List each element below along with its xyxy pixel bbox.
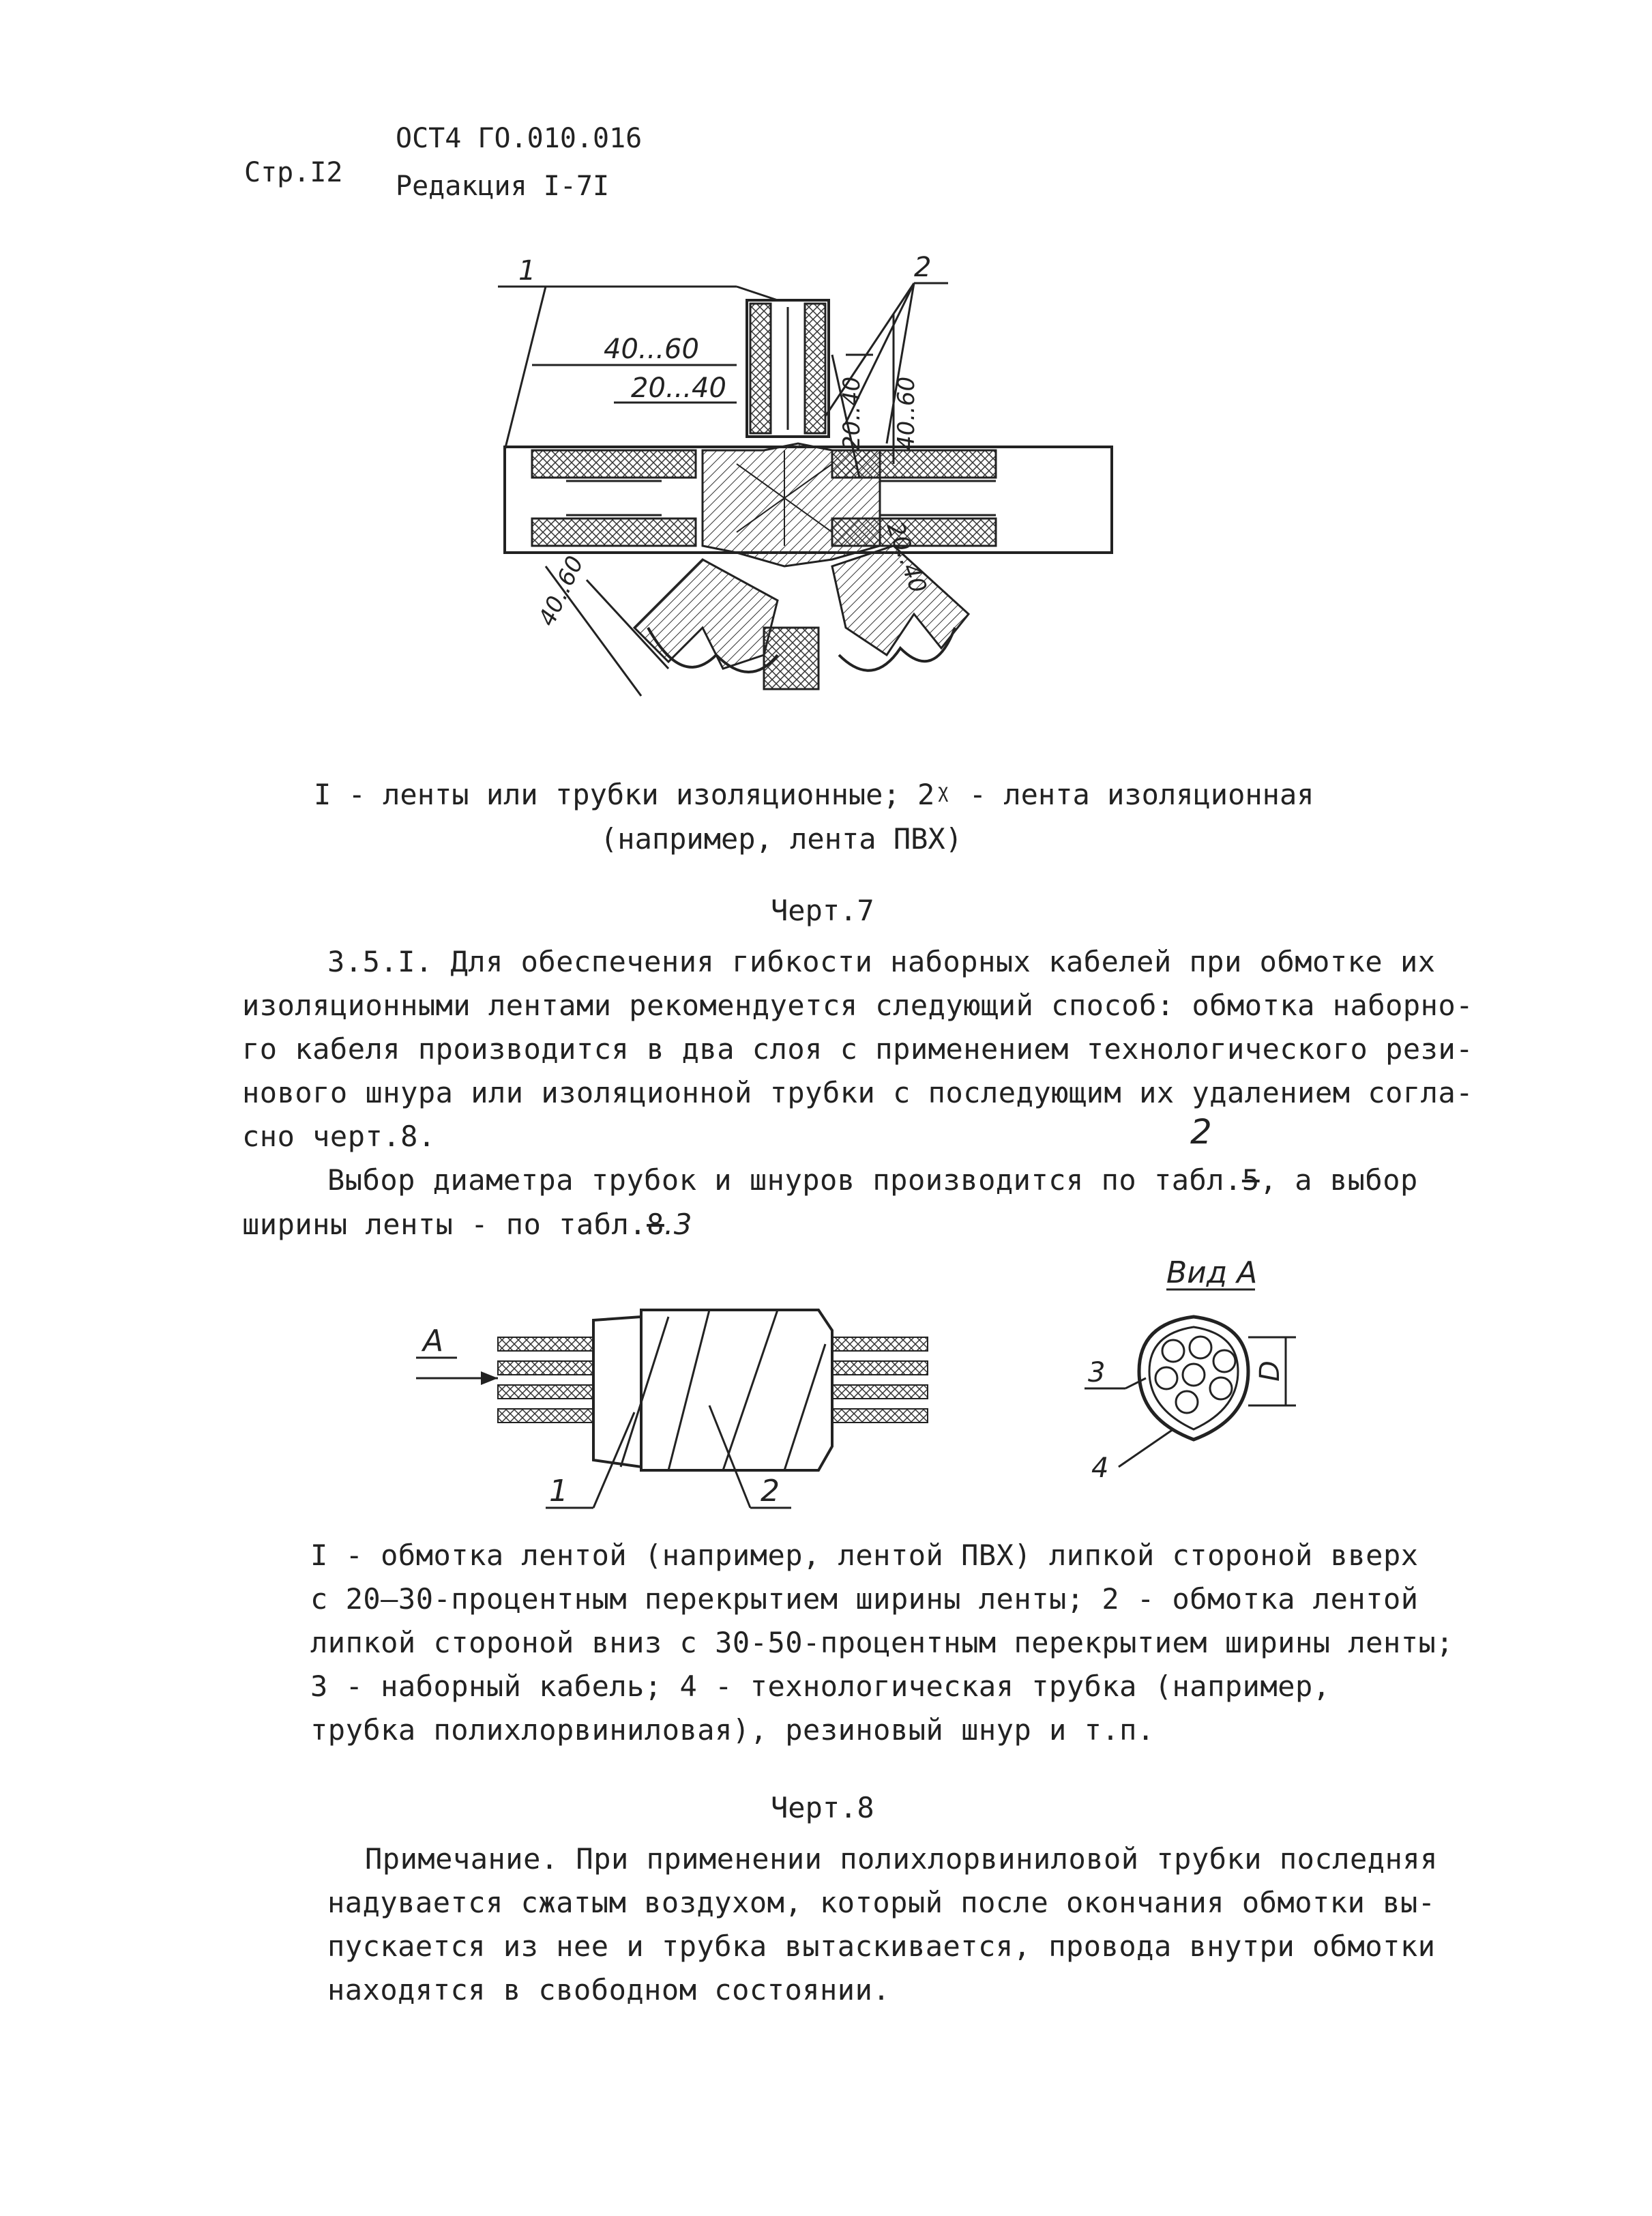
note [327, 1842, 1555, 2020]
note-line-2: надувается сжатым воздухом, который после окончания обмотки вы- [327, 1886, 1436, 1919]
dim-d: D [1254, 1360, 1286, 1382]
dim-20-40-b: 20..40 [838, 376, 866, 450]
table-selection-line2 [242, 1208, 692, 1241]
vertical-branch [747, 300, 829, 437]
note-line-1: Примечание. При применении полихлорвиниловой трубки последняя [365, 1842, 1438, 1876]
paragraph-3-5-1 [242, 945, 1538, 1163]
page-number: Стр.I2 [244, 157, 343, 188]
select-text-2: ширины ленты - по табл. [242, 1208, 647, 1241]
fig8-caption-line-3: липкой стороной вниз с 30-50-процентным перекрытием ширины ленты; [310, 1626, 1454, 1659]
para-line-3: го кабеля производится в два слоя с применением технологического рези- [242, 1032, 1474, 1066]
note-line-3: пускается из нее и трубка вытаскивается, провода внутри обмотки [327, 1929, 1436, 1963]
figure-8-title: Черт.8 [771, 1791, 874, 1824]
figure-7-title: Черт.7 [771, 894, 874, 927]
para-line-2: изоляционными лентами рекомендуется следующий способ: обмотка наборно- [242, 989, 1474, 1022]
handwritten-correction-2: .3 [664, 1208, 692, 1241]
figure-7-caption-line1: I - ленты или трубки изоляционные; 2ᵡ - лента изоляционная [314, 778, 1314, 811]
select-tab-2: 8 [647, 1208, 664, 1241]
fig8-callout-1: 1 [549, 1474, 568, 1508]
fig8-caption-line-1: I - обмотка лентой (например, лентой ПВХ) липкой стороной вверх [310, 1539, 1419, 1572]
figure-7-drawing [477, 246, 1160, 750]
table-selection-line1 [327, 1163, 1418, 1197]
fig8-caption-line-4: 3 - наборный кабель; 4 - технологическая трубка (например, [310, 1670, 1331, 1703]
figure-8-drawing [396, 1242, 1351, 1528]
figure-8-caption [310, 1539, 1538, 1764]
para-line-1: 3.5.I. Для обеспечения гибкости наборных кабелей при обмотке их [327, 945, 1436, 978]
dim-20-40-a: 20...40 [631, 373, 726, 404]
dim-20-40-c: 20..40 [881, 518, 932, 597]
dim-40-60-c: 40..60 [533, 551, 589, 630]
callout-2: 2 [914, 252, 932, 283]
view-label: Вид А [1166, 1255, 1258, 1290]
junction-core [703, 443, 880, 566]
fig8-callout-4: 4 [1091, 1453, 1109, 1484]
fig8-callout-3: 3 [1088, 1357, 1106, 1388]
figure-7-caption-line2: (например, лента ПВХ) [600, 822, 963, 856]
select-tab-1: 5 [1241, 1163, 1260, 1197]
handwritten-correction-1: 2 [1190, 1112, 1212, 1152]
view-a-section [1085, 1255, 1296, 1484]
dim-40-60-a: 40...60 [604, 334, 699, 365]
dim-40-60-b: 40..60 [893, 376, 920, 450]
note-line-4: находятся в свободном состоянии. [327, 1973, 891, 2007]
view-arrow [416, 1324, 498, 1385]
select-text-1: Выбор диаметра трубок и шнуров производится по табл. [327, 1163, 1242, 1197]
fig8-callout-2: 2 [761, 1474, 780, 1508]
edition: Редакция I-7I [396, 171, 610, 202]
callout-1: 1 [518, 255, 536, 287]
wrapped-cable [498, 1310, 928, 1508]
select-text-1-end: , а выбор [1259, 1163, 1418, 1197]
arrow-label: А [423, 1324, 444, 1358]
para-line-5: сно черт.8. [242, 1120, 436, 1153]
fig8-caption-line-5: трубка полихлорвиниловая), резиновый шнур и т.п. [310, 1713, 1155, 1747]
fig8-caption-line-2: с 20–30-процентным перекрытием ширины ленты; 2 - обмотка лентой [310, 1582, 1419, 1616]
standard-code: ОСТ4 ГО.010.016 [396, 123, 643, 154]
para-line-4: нового шнура или изоляционной трубки с последующим их удалением согла- [242, 1076, 1474, 1109]
